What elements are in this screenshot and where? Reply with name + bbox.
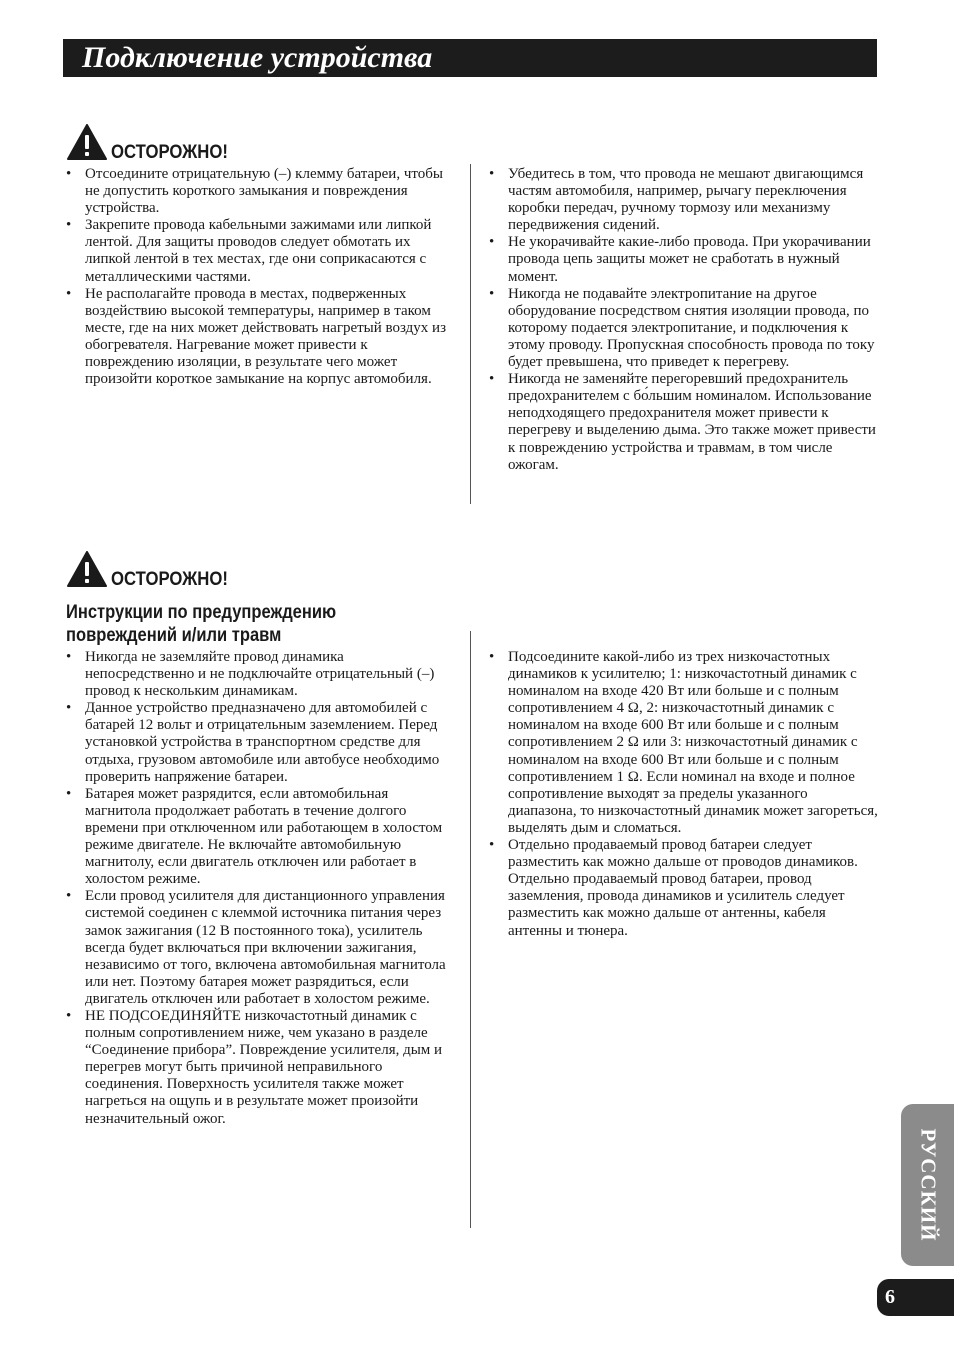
column-divider <box>470 164 471 504</box>
language-tab <box>901 1104 954 1266</box>
page-number: 6 <box>885 1286 895 1308</box>
list-item: • Подсоедините какой-либо из трех низкочастотных динамиков к усилителю; 1: низкочастотный динамик с номиналом на входе 420 Вт или больше и с полным сопротивлением 4 Ω, 2: низкочастотный динамик с номиналом на входе 600 Вт или больше и с полным сопротивлением 2 Ω или 3: низкочастотный динамик с номиналом на входе 600 Вт или больше и с полным сопротивлением 1 Ω. Если номинал на входе и полное сопротивление выходят за пределы указанного диапазона, то низкочастотный динамик может загореться, выделять дым и сломаться. <box>489 649 879 837</box>
page-number-tab <box>877 1279 954 1316</box>
list-item: • Никогда не заземляйте провод динамика непосредственно и не подключайте отрицательный (–) провод к нескольким динамикам. <box>66 649 456 700</box>
list-item: • Не располагайте провода в местах, подверженных воздействию высокой температуры, например в таком месте, где на них может действовать нагретый воздух из обогревателя. Нагревание может привести к повреждению изоляции, в результате чего может произойти короткое замыкание на корпус автомобиля. <box>66 286 456 389</box>
caution-list-right-2 <box>489 649 879 940</box>
section-heading: Инструкции по предупреждению повреждений и/или травм <box>66 602 337 646</box>
list-item: • Убедитесь в том, что провода не мешают двигающимся частям автомобиля, например, рычагу переключения коробки передач, ручному тормозу или механизму передвижения сидений. <box>489 166 879 234</box>
page-title: Подключение устройства <box>82 41 433 74</box>
caution-list-left-1 <box>66 166 456 388</box>
warning-triangle-icon <box>67 124 107 160</box>
caution-list-left-2 <box>66 649 456 1128</box>
list-item: • Никогда не подавайте электропитание на другое оборудование посредством снятия изоляции провода, по которому подается электропитание, и подключения к этому проводу. Пропускная способность провода по току будет превышена, что приведет к перегреву. <box>489 286 879 371</box>
list-item: • Данное устройство предназначено для автомобилей с батарей 12 вольт и отрицательным заземлением. Перед установкой устройства в транспортном средстве для отдыха, грузовом автомобиле или автобусе необходимо проверить напряжение батареи. <box>66 700 456 785</box>
warning-triangle-icon <box>67 551 107 587</box>
list-item: • Если провод усилителя для дистанционного управления системой соединен с клеммой источника питания через замок зажигания (12 В постоянного тока), усилитель всегда будет включаться при включении зажигания, независимо от того, включена автомобильная магнитола или нет. Поэтому батарея может разрядиться, если двигатель отключен или работает в холостом режиме. <box>66 888 456 1008</box>
list-item: • Никогда не заменяйте перегоревший предохранитель предохранителем с бо́льшим номиналом. Использование неподходящего предохранителя может привести к перегреву и выделению дыма. Это также может привести к повреждению устройства и травмам, в том числе ожогам. <box>489 371 879 474</box>
list-item: • Батарея может разрядится, если автомобильная магнитола продолжает работать в течение долгого времени при отключенном или работающем в холостом режиме двигателе. Не включайте автомобильную магнитолу, если двигатель отключен или работает в холостом режиме. <box>66 786 456 889</box>
list-item: • Закрепите провода кабельными зажимами или липкой лентой. Для защиты проводов следует обмотать их липкой лентой в тех местах, где они соприкасаются с металлическими частями. <box>66 217 456 285</box>
list-item: • Не укорачивайте какие-либо провода. При укорачивании провода цепь защиты может не сработать в нужный момент. <box>489 234 879 285</box>
caution-label: ОСТОРОЖНО! <box>111 569 228 590</box>
language-label: РУССКИЙ <box>916 1128 940 1242</box>
list-item: • НЕ ПОДСОЕДИНЯЙТЕ низкочастотный динамик с полным сопротивлением ниже, чем указано в разделе “Соединение прибора”. Повреждение усилителя, дым и перегрев могут быть причиной неправильного соединения. Поверхность усилителя также может нагреться на ощупь и в результате может произойти незначительный ожог. <box>66 1008 456 1128</box>
list-item: • Отсоедините отрицательную (–) клемму батареи, чтобы не допустить короткого замыкания и повреждения устройства. <box>66 166 456 217</box>
caution-label: ОСТОРОЖНО! <box>111 142 228 163</box>
caution-list-right-1 <box>489 166 879 474</box>
list-item: • Отдельно продаваемый провод батареи следует разместить как можно дальше от проводов динамиков. Отдельно продаваемый провод батареи, провод заземления, провода динамиков и усилитель следует разместить как можно дальше от антенны, кабеля антенны и тюнера. <box>489 837 879 940</box>
page-title-bar <box>63 39 877 77</box>
column-divider <box>470 631 471 1228</box>
